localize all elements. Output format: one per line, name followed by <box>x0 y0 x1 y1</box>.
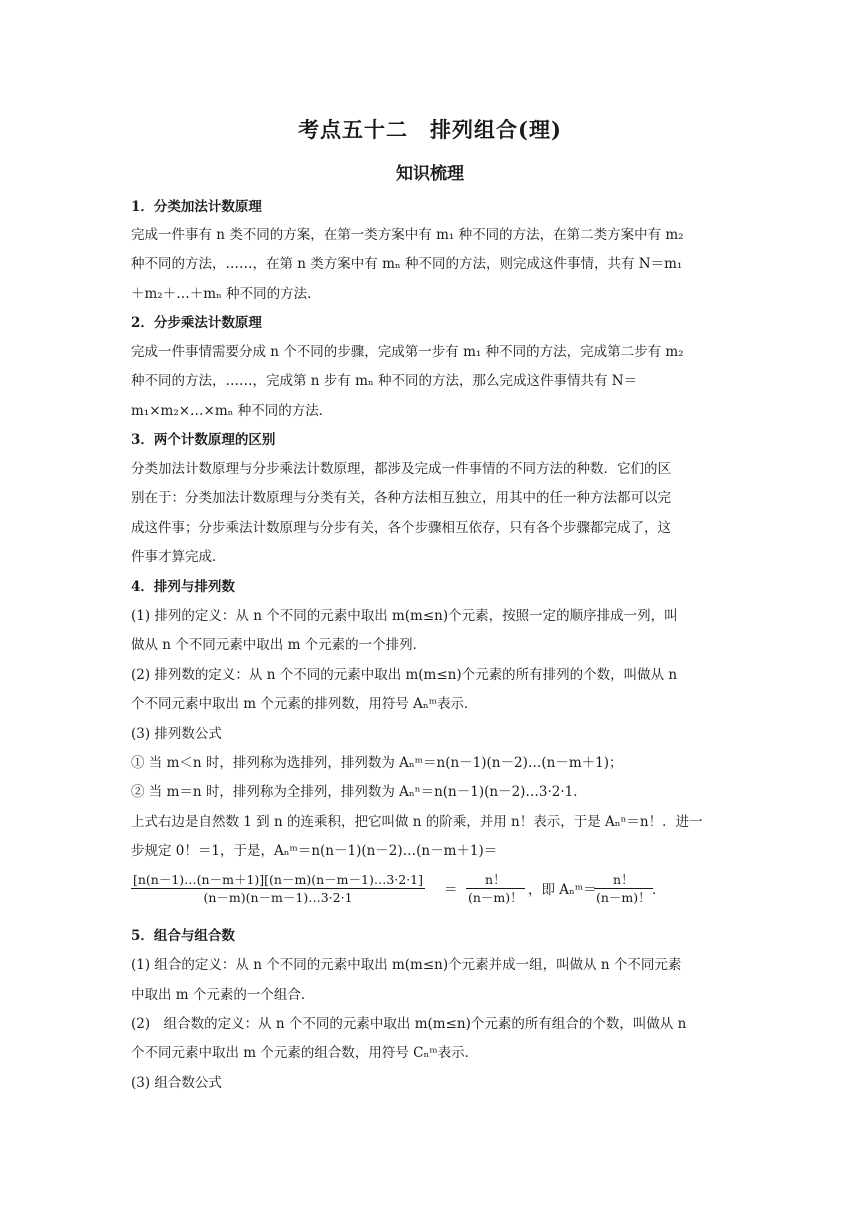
paragraph-line: 上式右边是自然数 1 到 n 的连乘积，把它叫做 n 的阶乘，并用 n！表示，于是 Aₙⁿ＝n！．进一 <box>131 814 703 830</box>
paragraph-line: (3) 组合数公式 <box>131 1075 222 1091</box>
fraction-numerator: [n(n－1)…(n－m＋1)][(n－m)(n－m－1)…3·2·1] <box>133 872 423 887</box>
paragraph-line: 成这件事；分步乘法计数原理与分步有关，各个步骤相互依存，只有各个步骤都完成了，这 <box>131 520 671 536</box>
paragraph-line: 件事才算完成． <box>131 549 226 565</box>
fraction-numerator: n！ <box>466 871 525 889</box>
paragraph-line: (2) 排列数的定义：从 n 个不同的元素中取出 m(m≤n)个元素的所有排列的个数，叫做从 n <box>131 667 678 683</box>
paragraph-line: 个不同元素中取出 m 个元素的组合数，用符号 Cₙᵐ表示． <box>131 1045 479 1061</box>
fraction-factorial-ratio <box>594 871 653 906</box>
paragraph-line: ② 当 m＝n 时，排列称为全排列，排列数为 Aₙⁿ＝n(n－1)(n－2)…3·2·1． <box>131 784 587 800</box>
paragraph-line: (3) 排列数公式 <box>131 726 222 742</box>
formula-text: ，即 Aₙᵐ＝ <box>528 882 597 898</box>
paragraph-line: 个不同元素中取出 m 个元素的排列数，用符号 Aₙᵐ表示． <box>131 696 478 712</box>
fraction-permutation-expanded <box>131 871 425 906</box>
paragraph-line: 分类加法计数原理与分步乘法计数原理，都涉及完成一件事情的不同方法的种数．它们的区 <box>131 461 671 477</box>
paragraph-line: 别在于：分类加法计数原理与分类有关，各种方法相互独立，用其中的任一种方法都可以完 <box>131 490 671 506</box>
page-title: 考点五十二 排列组合(理) <box>298 117 562 142</box>
fraction-numerator: n！ <box>594 871 653 889</box>
paragraph-line: 完成一件事有 n 类不同的方案，在第一类方案中有 m₁ 种不同的方法，在第二类方案中有 m₂ <box>131 227 684 243</box>
equals-sign: ＝ <box>444 882 458 898</box>
fraction-factorial-ratio <box>466 871 525 906</box>
paragraph-line: 种不同的方法，……，在第 n 类方案中有 mₙ 种不同的方法，则完成这件事情，共有 N＝m₁ <box>131 256 683 272</box>
paragraph-line: m₁×m₂×…×mₙ 种不同的方法． <box>131 403 333 419</box>
heading-principle-difference: 3．两个计数原理的区别 <box>131 432 276 448</box>
paragraph-line: 做从 n 个不同元素中取出 m 个元素的一个排列． <box>131 637 427 653</box>
paragraph-line: ① 当 m＜n 时，排列称为选排列，排列数为 Aₙᵐ＝n(n－1)(n－2)…(n－m＋1)； <box>131 755 623 771</box>
paragraph-line: 完成一件事情需要分成 n 个不同的步骤，完成第一步有 m₁ 种不同的方法，完成第二步有 m₂ <box>131 344 684 360</box>
section-subtitle: 知识梳理 <box>396 164 464 184</box>
paragraph-line: (2) 组合数的定义：从 n 个不同的元素中取出 m(m≤n)个元素的所有组合的个数，叫做从 n <box>131 1016 687 1032</box>
paragraph-line: 种不同的方法，……，完成第 n 步有 mₙ 种不同的方法，那么完成这件事情共有 N＝ <box>131 373 638 389</box>
formula-end: ． <box>652 882 666 898</box>
heading-combinations: 5．组合与组合数 <box>131 928 235 944</box>
paragraph-line: ＋m₂＋…＋mₙ 种不同的方法． <box>131 286 321 302</box>
fraction-denominator: (n－m)！ <box>468 890 523 905</box>
heading-addition-principle: 1．分类加法计数原理 <box>131 199 262 215</box>
fraction-denominator: (n－m)(n－m－1)…3·2·1 <box>203 890 353 905</box>
paragraph-line: (1) 排列的定义：从 n 个不同的元素中取出 m(m≤n)个元素，按照一定的顺序排成一列，叫 <box>131 608 678 624</box>
paragraph-line: 中取出 m 个元素的一个组合． <box>131 987 315 1003</box>
paragraph-line: 步规定 0！＝1，于是，Aₙᵐ＝n(n－1)(n－2)…(n－m＋1)＝ <box>131 843 498 859</box>
heading-multiplication-principle: 2．分步乘法计数原理 <box>131 315 262 331</box>
heading-permutations: 4．排列与排列数 <box>131 579 235 595</box>
fraction-denominator: (n－m)！ <box>596 890 651 905</box>
paragraph-line: (1) 组合的定义：从 n 个不同的元素中取出 m(m≤n)个元素并成一组，叫做从 n 个不同元素 <box>131 957 682 973</box>
